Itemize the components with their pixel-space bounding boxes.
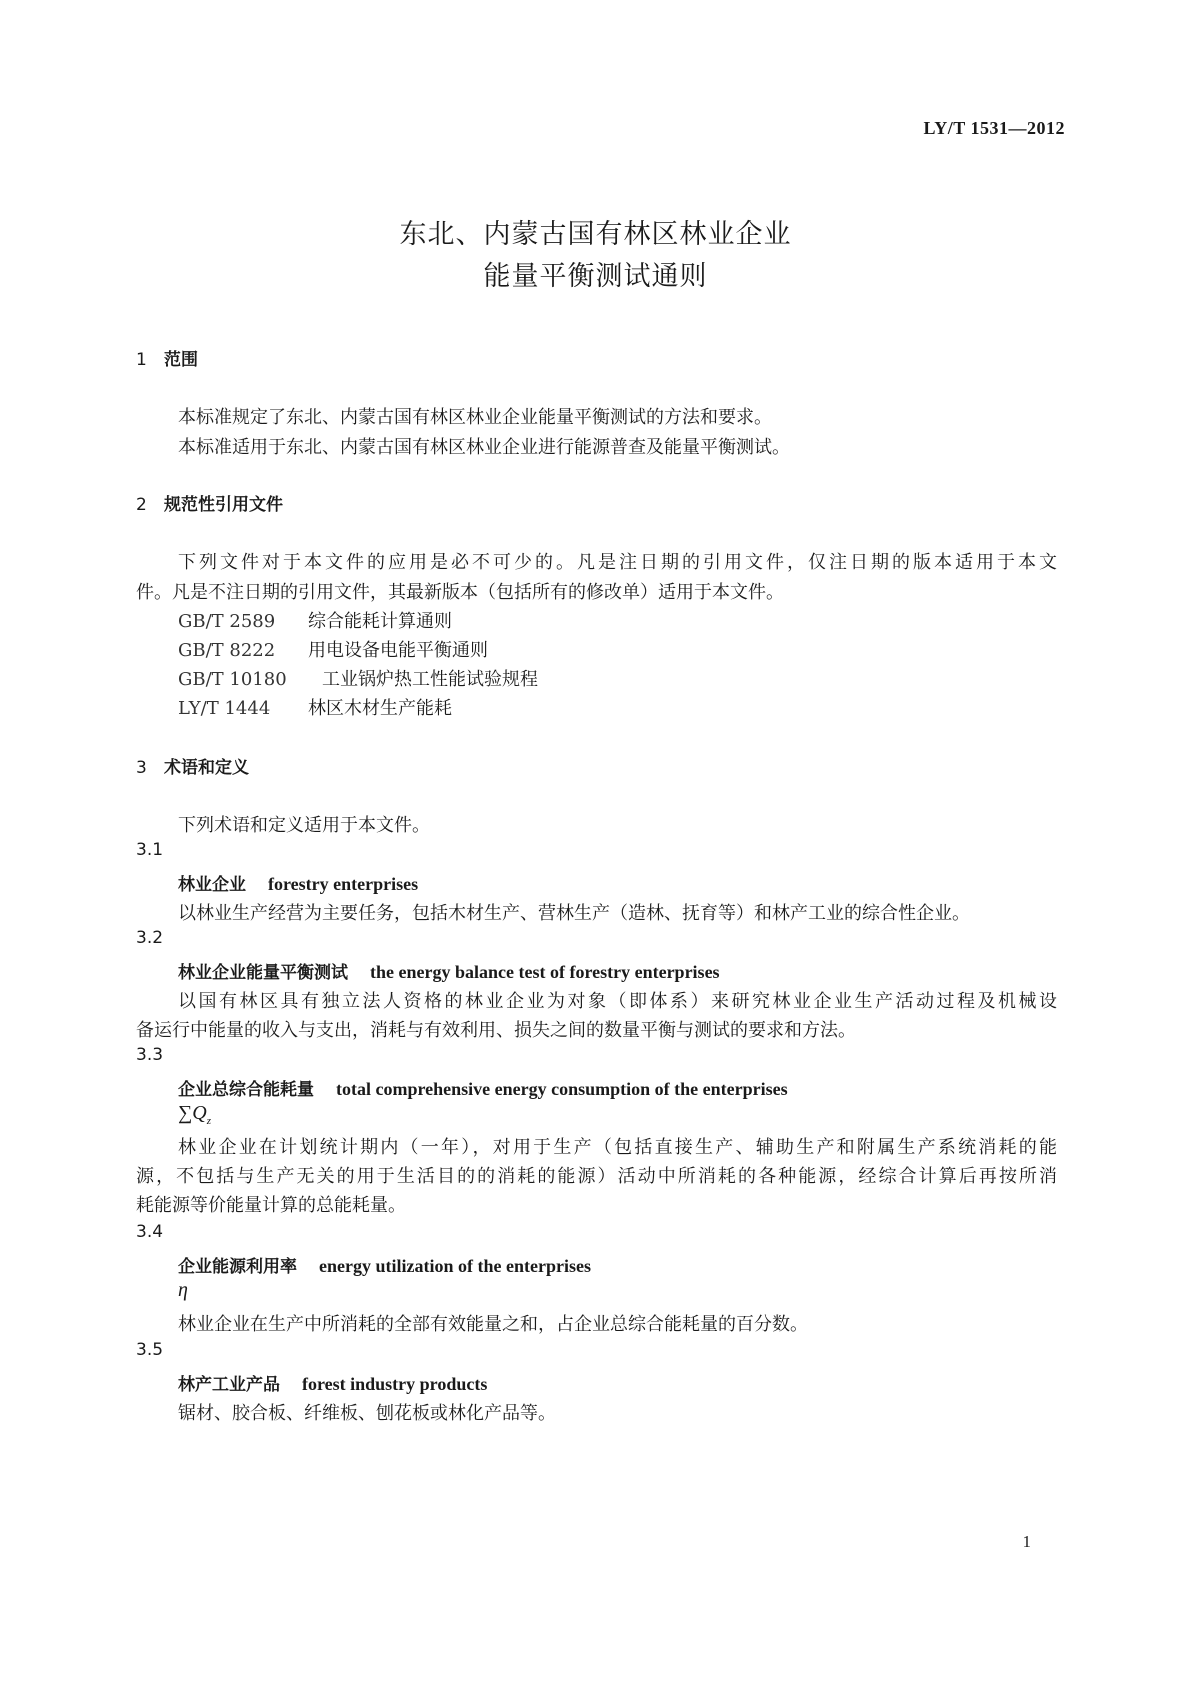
term-title xyxy=(178,1075,788,1100)
term-definition: 以国有林区具有独立法人资格的林业企业为对象（即体系）来研究林业企业生产活动过程及机械设 xyxy=(178,991,1057,1012)
term-definition: 备运行中能量的收入与支出，消耗与有效利用、损失之间的数量平衡与测试的要求和方法。 xyxy=(136,1020,856,1041)
reference-name: 林区木材生产能耗 xyxy=(308,698,452,719)
term-title xyxy=(178,870,418,895)
term-definition: 林业企业在生产中所消耗的全部有效能量之和，占企业总综合能耗量的百分数。 xyxy=(178,1314,808,1335)
section-2-heading xyxy=(136,490,283,515)
term-en: energy utilization of the enterprises xyxy=(319,1256,591,1276)
term-number: 3.3 xyxy=(136,1045,164,1065)
reference-name: 综合能耗计算通则 xyxy=(308,611,452,632)
paragraph: 本标准适用于东北、内蒙古国有林区林业企业进行能源普查及能量平衡测试。 xyxy=(178,437,790,458)
term-en: forestry enterprises xyxy=(268,874,419,894)
term-zh: 企业能源利用率 xyxy=(178,1257,297,1277)
term-zh: 林产工业产品 xyxy=(178,1375,280,1395)
term-en: total comprehensive energy consumption of the enterprises xyxy=(336,1079,788,1099)
section-3-heading xyxy=(136,753,249,778)
paragraph: 下列术语和定义适用于本文件。 xyxy=(178,815,430,836)
term-definition: 林业企业在计划统计期内（一年），对用于生产（包括直接生产、辅助生产和附属生产系统消耗的能 xyxy=(178,1137,1057,1158)
page-number: 1 xyxy=(1022,1532,1031,1551)
term-zh: 企业总综合能耗量 xyxy=(178,1080,314,1100)
section-number: 2 xyxy=(136,495,147,515)
reference-name: 工业锅炉热工性能试验规程 xyxy=(322,669,538,690)
term-title xyxy=(178,1252,591,1277)
paragraph: 件。凡是不注日期的引用文件，其最新版本（包括所有的修改单）适用于本文件。 xyxy=(136,582,784,603)
term-definition: 以林业生产经营为主要任务，包括木材生产、营林生产（造林、抚育等）和林产工业的综合性企业。 xyxy=(178,903,970,924)
section-number: 3 xyxy=(136,758,147,778)
term-zh: 林业企业能量平衡测试 xyxy=(178,963,348,983)
term-zh: 林业企业 xyxy=(178,875,246,895)
reference-item xyxy=(178,694,452,720)
reference-code: GB/T 8222 xyxy=(178,640,276,661)
reference-code: LY/T 1444 xyxy=(178,698,271,719)
term-en: the energy balance test of forestry enterprises xyxy=(370,962,720,982)
reference-item xyxy=(178,636,488,662)
reference-code: GB/T 2589 xyxy=(178,611,276,632)
section-title: 术语和定义 xyxy=(164,758,249,778)
section-title: 范围 xyxy=(164,350,198,370)
symbol-subscript: z xyxy=(206,1115,211,1127)
term-symbol xyxy=(178,1102,211,1127)
term-definition: 锯材、胶合板、纤维板、刨花板或林化产品等。 xyxy=(178,1403,556,1424)
paragraph: 本标准规定了东北、内蒙古国有林区林业企业能量平衡测试的方法和要求。 xyxy=(178,407,772,428)
term-number: 3.2 xyxy=(136,928,164,948)
paragraph: 下列文件对于本文件的应用是必不可少的。凡是注日期的引用文件，仅注日期的版本适用于本文 xyxy=(178,552,1057,573)
section-1-heading xyxy=(136,345,198,370)
document-title-line2: 能量平衡测试通则 xyxy=(483,261,708,292)
term-number: 3.4 xyxy=(136,1222,164,1242)
standard-code: LY/T 1531—2012 xyxy=(923,118,1065,138)
reference-item xyxy=(178,607,452,633)
term-title xyxy=(178,958,720,983)
section-number: 1 xyxy=(136,350,147,370)
term-definition: 耗能源等价能量计算的总能耗量。 xyxy=(136,1195,406,1216)
term-en: forest industry products xyxy=(302,1374,488,1394)
term-title xyxy=(178,1370,487,1395)
symbol-main: ∑Q xyxy=(178,1102,207,1124)
reference-item xyxy=(178,665,538,691)
reference-name: 用电设备电能平衡通则 xyxy=(308,640,488,661)
term-definition: 源，不包括与生产无关的用于生活目的的消耗的能源）活动中所消耗的各种能源，经综合计算后再按所消 xyxy=(136,1166,1057,1187)
term-symbol: η xyxy=(178,1279,188,1301)
reference-code: GB/T 10180 xyxy=(178,669,287,690)
section-title: 规范性引用文件 xyxy=(164,495,283,515)
document-title-line1: 东北、内蒙古国有林区林业企业 xyxy=(399,219,792,250)
term-number: 3.5 xyxy=(136,1340,164,1360)
term-number: 3.1 xyxy=(136,840,164,860)
